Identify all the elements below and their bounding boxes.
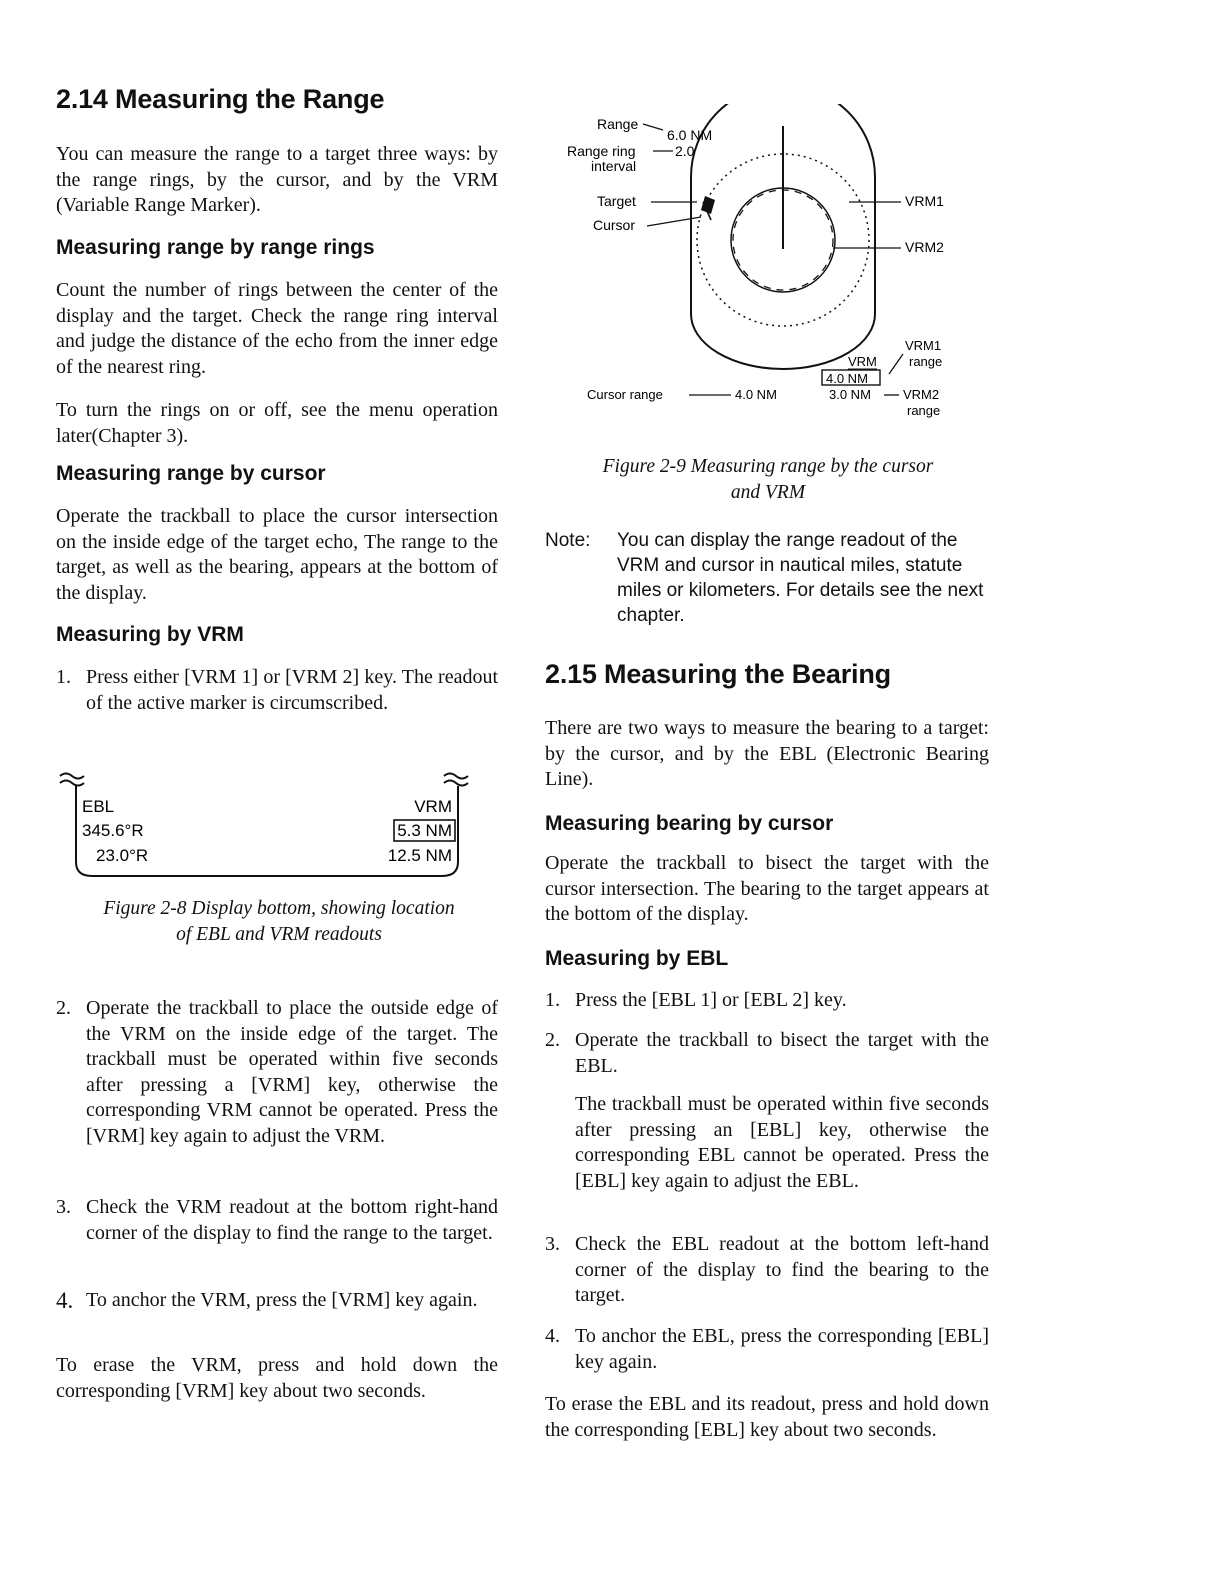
vrm1-range-label: VRM1 — [905, 338, 942, 353]
ebl-step-4: 4. To anchor the EBL, press the corresponding [EBL] key again. — [545, 1325, 989, 1373]
vrm-step-2: 2. Operate the trackball to place the outside edge of the VRM on the inside edge of the target. The trackball must be operated within five seconds after pressing a [VRM] key, otherwise the corresponding VRM cannot be operated. Press the [VRM] key again to adjust the VRM. — [56, 997, 498, 1147]
ebl-step-3: 3. Check the EBL readout at the bottom left-hand corner of the display to find the bearing to the target. — [545, 1233, 989, 1306]
range-rings-paragraph: Count the number of rings between the center of the display and the target. Check the range ring interval and judge the distance of the echo from the inner edge of the nearest ring. — [56, 279, 498, 378]
vrm1-range-pointer — [889, 354, 903, 374]
section-title-bearing: 2.15 Measuring the Bearing — [545, 659, 891, 689]
break-mark-right-icon — [444, 774, 468, 786]
heading-range-rings: Measuring range by range rings — [56, 236, 375, 259]
range-rings-note: To turn the rings on or off, see the menu operation later(Chapter 3). — [56, 399, 498, 447]
vrm-box-label: VRM — [848, 354, 877, 369]
cursor-range-value: 4.0 NM — [735, 387, 777, 402]
range-ring-value: 2.0 — [675, 143, 695, 159]
note-text: You can display the range readout of the VRM and cursor in nautical miles, statute miles or kilometers. For details see the next chapter. — [617, 530, 984, 626]
target-label: Target — [597, 193, 636, 209]
vrm-erase-paragraph: To erase the VRM, press and hold down the corresponding [VRM] key about two seconds. — [56, 1354, 498, 1402]
ebl-value-1: 345.6°R — [82, 821, 144, 840]
vrm1-label: VRM1 — [905, 193, 944, 209]
heading-range-cursor: Measuring range by cursor — [56, 462, 326, 485]
vrm-box-value-1: 4.0 NM — [826, 371, 868, 386]
range-intro: You can measure the range to a target three ways: by the range rings, by the cursor, and by the VRM (Variable Range Marker). — [56, 143, 498, 216]
vrm-box-value-2: 3.0 NM — [829, 387, 871, 402]
ebl-erase-paragraph: To erase the EBL and its readout, press and hold down the corresponding [EBL] key about two seconds. — [545, 1393, 989, 1441]
vrm2-range-label: VRM2 — [903, 387, 940, 402]
figure-2-8-caption: Figure 2-8 Display bottom, showing location of EBL and VRM readouts — [103, 898, 455, 945]
range-cursor-paragraph: Operate the trackball to place the cursor intersection on the inside edge of the target echo, The range to the target, as well as the bearing, appears at the bottom of the display. — [56, 505, 498, 604]
ebl-value-2: 23.0°R — [96, 846, 149, 865]
ebl-step-2: 2. Operate the trackball to bisect the target with the EBL. — [545, 1029, 989, 1077]
heading-vrm: Measuring by VRM — [56, 623, 244, 646]
heading-bearing-cursor: Measuring bearing by cursor — [545, 812, 834, 835]
cursor-label: Cursor — [593, 217, 636, 233]
vrm-step-1: 1. Press either [VRM 1] or [VRM 2] key. The readout of the active marker is circumscribed. — [56, 666, 498, 714]
note-label: Note: — [545, 530, 591, 551]
ebl-step-2-detail: The trackball must be operated within five seconds after pressing an [EBL] key, otherwise the corresponding EBL cannot be operated. Press the [EBL] key again to adjust the EBL. — [575, 1093, 989, 1192]
ebl-label: EBL — [82, 797, 115, 816]
vrm1-range-sub-label: range — [909, 354, 943, 369]
vrm2-label: VRM2 — [905, 239, 944, 255]
range-value: 6.0 NM — [667, 127, 713, 143]
range-ring-label: Range ring — [567, 143, 636, 159]
range-arrow-icon — [643, 124, 663, 130]
section-title-range: 2.14 Measuring the Range — [56, 84, 385, 114]
bearing-cursor-paragraph: Operate the trackball to bisect the target with the cursor intersection. The bearing to the target appears at the bottom of the display. — [545, 852, 989, 925]
vrm2-range-sub-label: range — [907, 403, 941, 418]
range-label: Range — [597, 116, 639, 132]
vrm-value-2: 12.5 NM — [387, 846, 452, 865]
bearing-intro: There are two ways to measure the bearing to a target: by the cursor, and by the EBL (Electronic Bearing Line). — [545, 717, 989, 790]
vrm-step-3: 3. Check the VRM readout at the bottom right-hand corner of the display to find the range to the target. — [56, 1196, 498, 1244]
figure-2-8-display-bottom — [56, 764, 502, 880]
break-mark-left-icon — [60, 774, 84, 786]
ebl-step-1: 1. Press the [EBL 1] or [EBL 2] key. — [545, 989, 847, 1011]
note-block — [545, 528, 991, 628]
vrm-step-4: 4. To anchor the VRM, press the [VRM] key again. — [56, 1288, 478, 1313]
figure-2-9-radar-diagram — [545, 104, 991, 424]
figure-2-9-caption: Figure 2-9 Measuring range by the cursor and VRM — [602, 456, 934, 503]
heading-ebl: Measuring by EBL — [545, 947, 729, 970]
cursor-pointer — [647, 217, 701, 226]
range-ring-interval-label: interval — [591, 158, 637, 174]
cursor-range-label: Cursor range — [587, 387, 663, 402]
vrm-label: VRM — [414, 797, 452, 816]
vrm-value-1: 5.3 NM — [397, 821, 452, 840]
